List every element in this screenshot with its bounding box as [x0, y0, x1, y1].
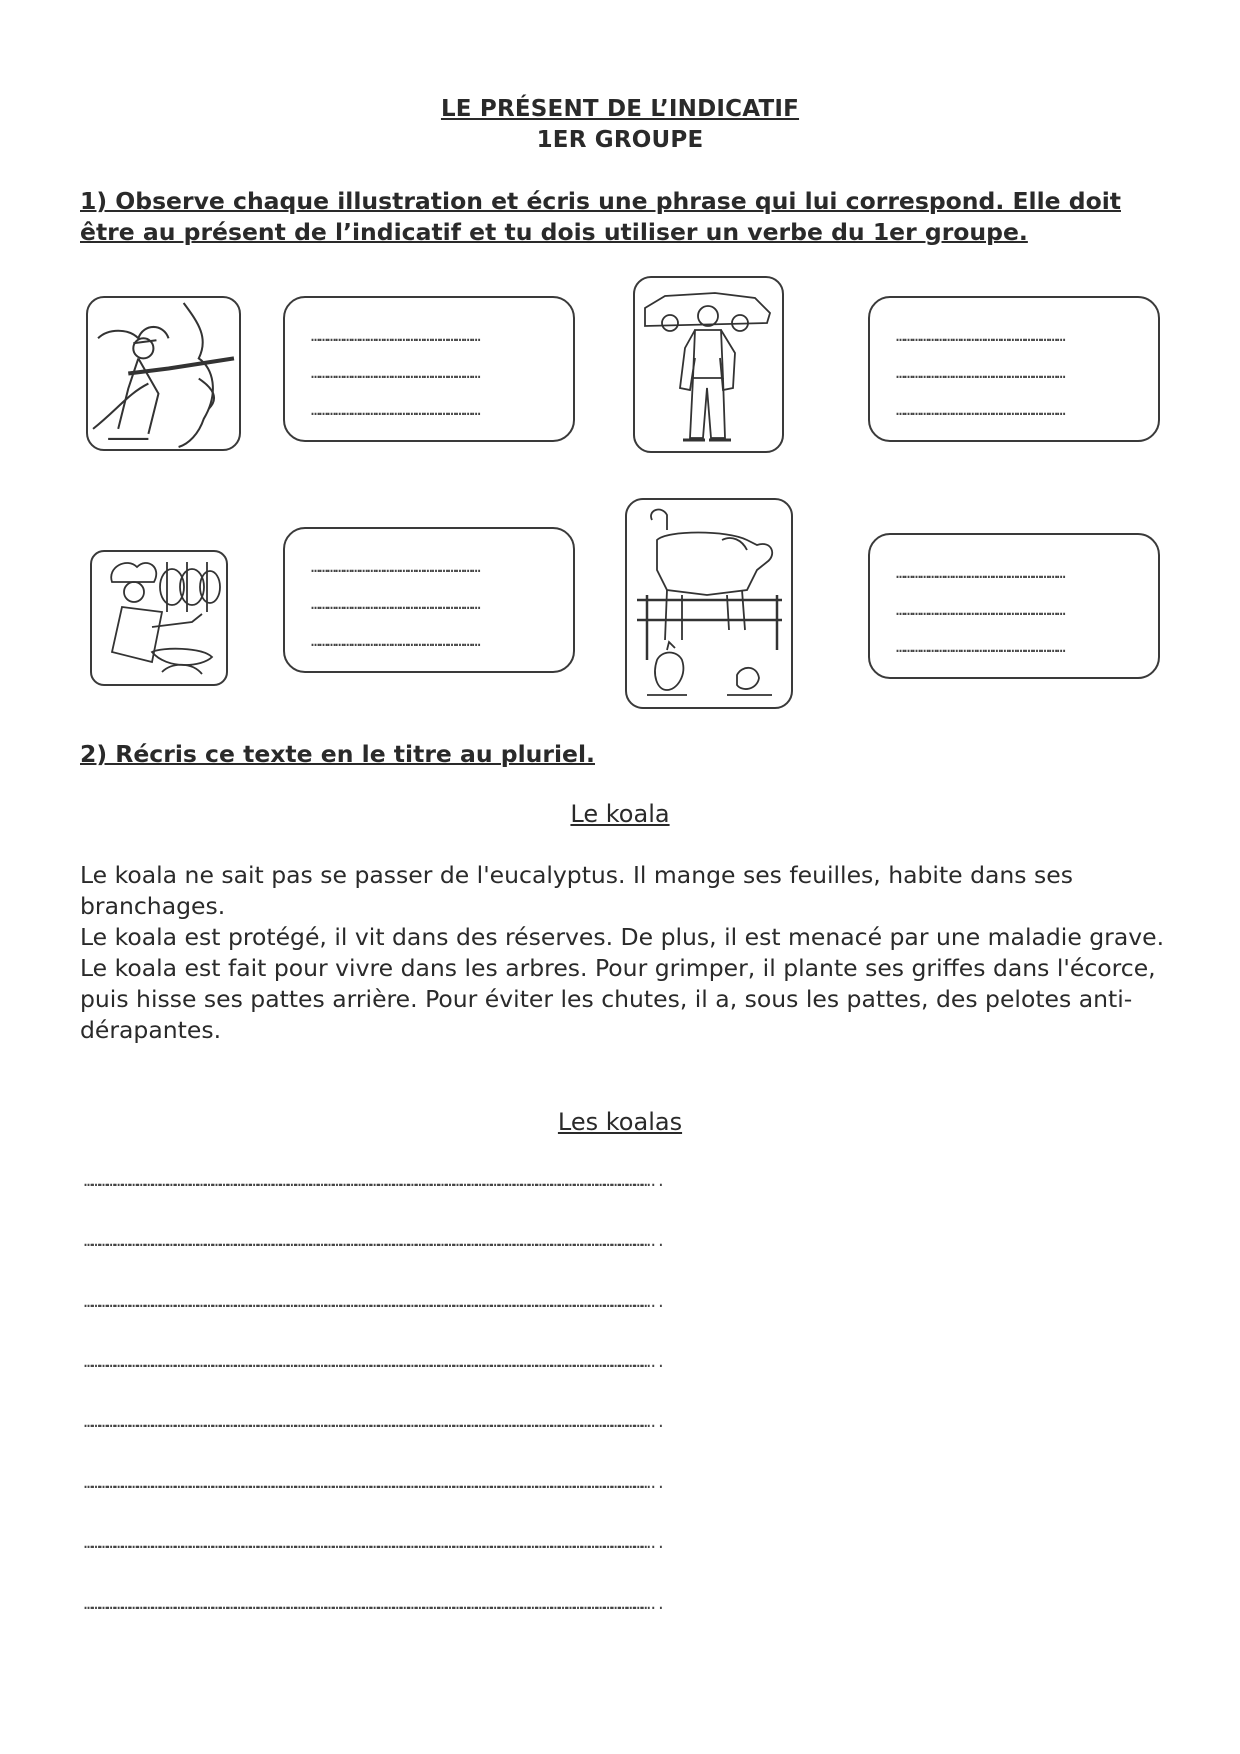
dotted-line: ………………………………………………………: [311, 327, 480, 345]
dotted-line: ………………………………………………………: [896, 401, 1065, 419]
paragraph: Le koala est fait pour vivre dans les arbres. Pour grimper, il plante ses griffes dans l'écorce, puis hisse ses pattes arrière. Pour éviter les chutes, il a, sous les pattes, des pelotes anti-dérapantes.: [80, 954, 1156, 1044]
dotted-line: ………………………………………………………: [896, 601, 1065, 619]
text-title: Le koala: [570, 800, 670, 828]
dotted-line: ………………………………………………………: [311, 595, 480, 613]
koala-text: [80, 860, 1180, 1046]
firefighter-illustration: [86, 296, 241, 451]
farm-animals-illustration: [625, 498, 793, 709]
exercise-1-instruction: 1) Observe chaque illustration et écris une phrase qui lui correspond. Elle doit être au présent de l’indicatif et tu dois utiliser un verbe du 1er groupe.: [80, 187, 1121, 246]
writing-line[interactable]: ………………………………………………………………………………………………………………………………………………………………………………………………………..: [84, 1413, 664, 1431]
exercise-2-instruction: 2) Récris ce texte en le titre au pluriel.: [80, 740, 595, 768]
answer-box-3[interactable]: [283, 527, 575, 673]
page-title: LE PRÉSENT DE L’INDICATIF: [440, 96, 800, 122]
paragraph: Le koala ne sait pas se passer de l'eucalyptus. Il mange ses feuilles, habite dans ses branchages.: [80, 861, 1073, 920]
answer-title: Les koalas: [557, 1108, 683, 1136]
dotted-line: ………………………………………………………: [896, 564, 1065, 582]
chef-illustration: [90, 550, 228, 686]
dotted-line: ………………………………………………………: [896, 327, 1065, 345]
dotted-line: ………………………………………………………: [311, 632, 480, 650]
writing-line[interactable]: ………………………………………………………………………………………………………………………………………………………………………………………………………..: [84, 1293, 664, 1311]
paragraph: Le koala est protégé, il vit dans des réserves. De plus, il est menacé par une maladie grave.: [80, 923, 1165, 951]
answer-box-4[interactable]: [868, 533, 1160, 679]
writing-line[interactable]: ………………………………………………………………………………………………………………………………………………………………………………………………………..: [84, 1595, 664, 1613]
dotted-line: ………………………………………………………: [311, 401, 480, 419]
writing-line[interactable]: ………………………………………………………………………………………………………………………………………………………………………………………………………..: [84, 1232, 664, 1250]
writing-line[interactable]: ………………………………………………………………………………………………………………………………………………………………………………………………………..: [84, 1534, 664, 1552]
dotted-line: ………………………………………………………: [311, 364, 480, 382]
answer-box-1[interactable]: [283, 296, 575, 442]
writing-line[interactable]: ………………………………………………………………………………………………………………………………………………………………………………………………………..: [84, 1172, 664, 1190]
dotted-line: ………………………………………………………: [311, 558, 480, 576]
writing-line[interactable]: ………………………………………………………………………………………………………………………………………………………………………………………………………..: [84, 1474, 664, 1492]
dotted-line: ………………………………………………………: [896, 364, 1065, 382]
writing-line[interactable]: ………………………………………………………………………………………………………………………………………………………………………………………………………..: [84, 1353, 664, 1371]
answer-box-2[interactable]: [868, 296, 1160, 442]
dotted-line: ………………………………………………………: [896, 638, 1065, 656]
page-subtitle: 1ER GROUPE: [536, 127, 704, 153]
mechanic-illustration: [633, 276, 784, 453]
